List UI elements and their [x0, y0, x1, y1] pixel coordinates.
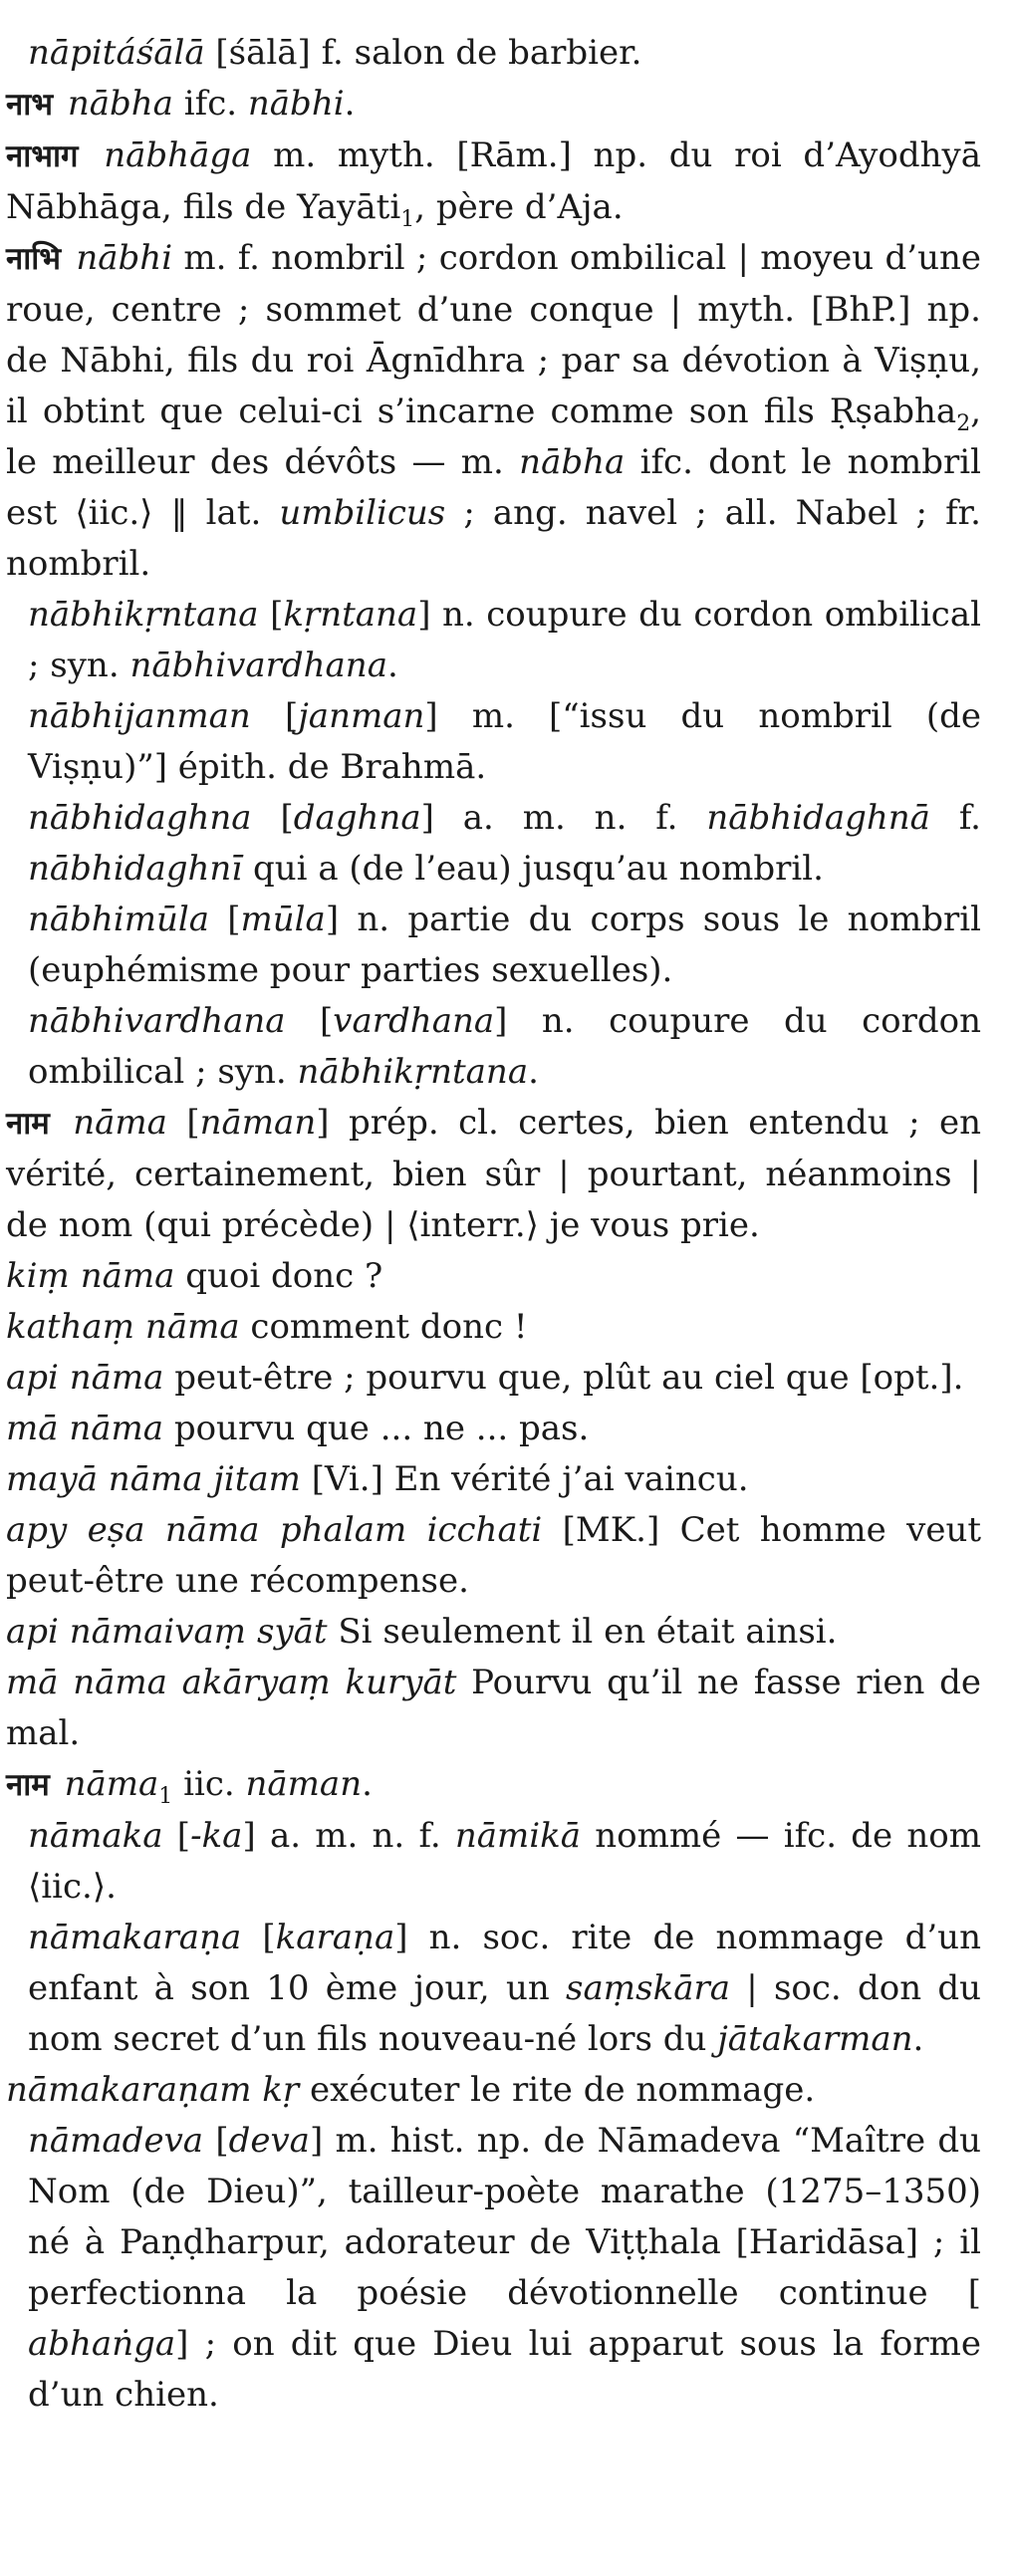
entry-namadeva: nāmadeva [deva] m. hist. np. de Nāmadeva “Maître du Nom (de Dieu)”, tailleur-poète marathe (1275–1350) né à Paṇḍharpur, adorateur de Viṭṭhala [Haridāsa] ; il perfectionna la poésie dévotionnelle continue [ abhaṅga] ; on dit que Dieu lui apparut sous la forme d’un chien.	[28, 2121, 982, 2415]
phrase-ma-nama: mā nāma pourvu que ... ne ... pas.	[6, 1409, 590, 1448]
entry-nabhaga: नाभाग nābhāga m. myth. [Rām.] np. du roi d’Ayodhyā Nābhāga, fils de Yayāti$_1$, père d’Aja.	[6, 135, 981, 232]
entry-nabhidaghna: nābhidaghna [daghna] a. m. n. f. nābhidaghnā f. nābhidaghnī qui a (de l’eau) jusqu’au nombril.	[28, 798, 981, 889]
entry-nabha: नाभ nābha ifc. nābhi.	[6, 84, 356, 124]
entry-nabhimula: nābhimūla [mūla] n. partie du corps sous le nombril (euphémisme pour parties sexuelles).	[28, 900, 981, 990]
phrase-ma-nama-akaryam: mā nāma akāryaṃ kuryāt Pourvu qu’il ne fasse rien de mal.	[6, 1663, 981, 1753]
phrase-katham-nama: kathaṃ nāma comment donc !	[6, 1307, 528, 1347]
entry-nama: नाम nāma [nāman] prép. cl. certes, bien entendu ; en vérité, certainement, bien sûr | pourtant, néanmoins | de nom (qui précède) | ⟨interr.⟩ je vous prie.	[6, 1103, 982, 1245]
entry-nabhikrntana: nābhikṛntana [kṛntana] n. coupure du cordon ombilical ; syn. nābhivardhana.	[28, 595, 981, 685]
entry-nama1: नाम nāma$_1$ iic. nāman.	[6, 1764, 373, 1809]
entry-nabhi: नाभि nābhi m. f. nombril ; cordon ombilical | moyeu d’une roue, centre ; sommet d’une conque | myth. [BhP.] np. de Nābhi, fils du roi Āgnīdhra ; par sa dévotion à Viṣṇu, il obtint que celui-ci s’incarne comme son fils Ṛṣabha$_2$, le meilleur des dévôts — m. nābha ifc. dont le nombril est ⟨iic.⟩ ‖ lat. umbilicus ; ang. navel ; all. Nabel ; fr. nombril.	[6, 238, 981, 584]
phrase-apy-esa-nama: apy eṣa nāma phalam icchati [MK.] Cet homme veut peut-être une récompense.	[6, 1510, 981, 1601]
entry-namaka: nāmaka [-ka] a. m. n. f. nāmikā nommé — ifc. de nom ⟨iic.⟩.	[28, 1816, 981, 1907]
phrase-namakaranam-kr: nāmakaraṇam kṛ exécuter le rite de nommage.	[6, 2070, 816, 2110]
entry-nabhijanman: nābhijanman [janman] m. [“issu du nombril (de Viṣṇu)”] épith. de Brahmā.	[28, 696, 982, 787]
dictionary-column	[0, 28, 981, 2421]
entry-napitasala: nāpitáśālā [śālā] f. salon de barbier.	[28, 33, 642, 73]
phrase-kim-nama: kiṃ nāma quoi donc ?	[6, 1256, 383, 1296]
phrase-maya-nama-jitam: mayā nāma jitam [Vi.] En vérité j’ai vaincu.	[6, 1459, 749, 1499]
entry-nabhivardhana: nābhivardhana [vardhana] n. coupure du cordon ombilical ; syn. nābhikṛntana.	[28, 1001, 982, 1092]
phrase-api-namaivam: api nāmaivaṃ syāt Si seulement il en était ainsi.	[6, 1612, 838, 1652]
entry-namakarana: nāmakaraṇa [karaṇa] n. soc. rite de nommage d’un enfant à son 10 ème jour, un saṃskāra | soc. don du nom secret d’un fils nouveau-né lors du jātakarman.	[28, 1918, 981, 2059]
phrase-api-nama: api nāma peut-être ; pourvu que, plût au ciel que [opt.].	[6, 1358, 964, 1398]
